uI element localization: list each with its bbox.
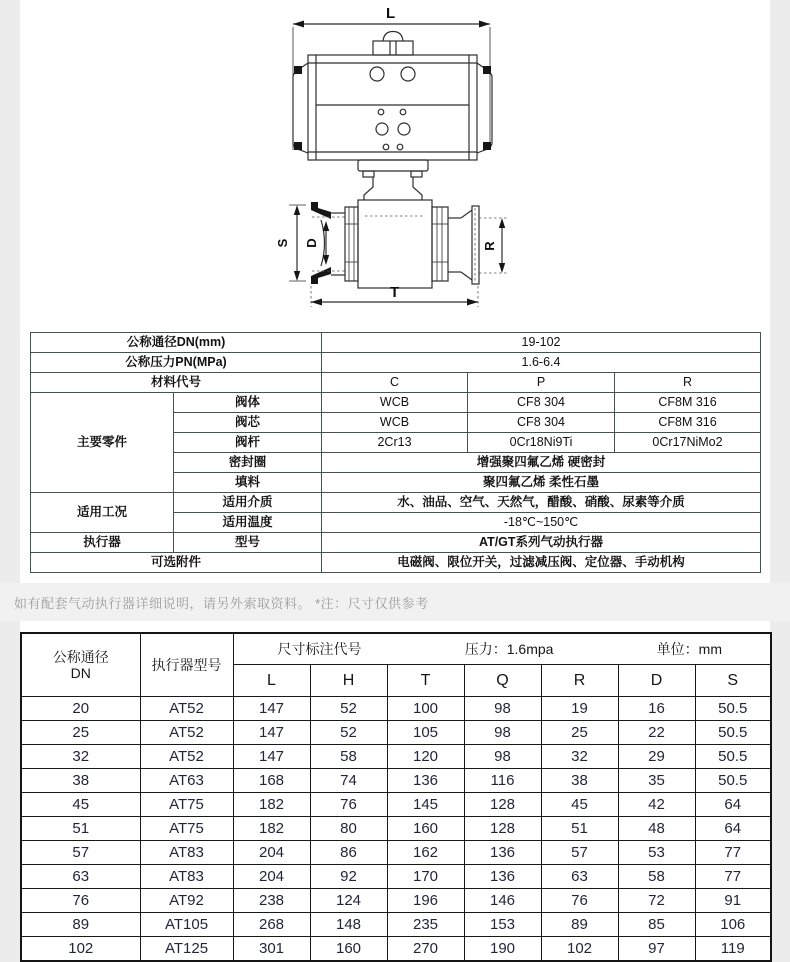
table-cell: 48 [618,817,695,841]
spec-value: P [468,373,615,393]
table-cell: 57 [541,841,618,865]
spec-label: 材料代号 [31,373,322,393]
actuator-air-block [373,32,413,56]
table-cell: 136 [387,769,464,793]
spec-value: 19-102 [322,333,761,353]
spec-value: 1.6-6.4 [322,353,761,373]
table-cell: 190 [464,937,541,962]
dim-table-body [21,697,771,962]
table-cell: 147 [233,697,310,721]
table-row [21,793,771,817]
table-cell: 204 [233,865,310,889]
table-cell: 19 [541,697,618,721]
table-row [21,913,771,937]
table-cell: 50.5 [695,769,771,793]
table-cell: 170 [387,865,464,889]
table-cell: 204 [233,841,310,865]
table-cell: 32 [541,745,618,769]
table-row [31,353,761,373]
table-cell: 76 [541,889,618,913]
table-cell: 22 [618,721,695,745]
spec-value: WCB [322,393,468,413]
dim-column-header: R [541,665,618,697]
table-cell: 45 [21,793,140,817]
table-cell: 64 [695,817,771,841]
table-cell: 77 [695,865,771,889]
table-cell: AT83 [140,865,233,889]
table-cell: 89 [541,913,618,937]
page-margin-left [0,0,20,962]
table-cell: 105 [387,721,464,745]
dim-column-header: S [695,665,771,697]
table-row [31,373,761,393]
dimension-table [20,632,772,962]
table-row [21,865,771,889]
table-cell: AT92 [140,889,233,913]
table-cell: 58 [310,745,387,769]
dim-header-row [21,633,771,665]
table-cell: 120 [387,745,464,769]
dim-label-l: L [386,5,396,22]
table-cell: 80 [310,817,387,841]
dim-column-header: H [310,665,387,697]
dim-span-header [233,633,771,665]
spec-value: CF8M 316 [615,413,761,433]
table-row [21,889,771,913]
table-row [31,333,761,353]
spec-value: 0Cr18Ni9Ti [468,433,615,453]
table-cell: 58 [618,865,695,889]
table-cell: 270 [387,937,464,962]
table-row [31,533,761,553]
table-cell: 136 [464,865,541,889]
table-cell: 98 [464,697,541,721]
technical-drawing [250,0,550,330]
dim-label-s: S [275,238,290,248]
spec-value: CF8 304 [468,393,615,413]
table-cell: 162 [387,841,464,865]
table-row [21,937,771,962]
spec-value: AT/GT系列气动执行器 [322,533,761,553]
actuator-column-header: 执行器型号 [140,633,233,697]
table-cell: 238 [233,889,310,913]
spec-label: 公称通径DN(mm) [31,333,322,353]
table-cell: 146 [464,889,541,913]
table-cell: 92 [310,865,387,889]
table-cell: AT52 [140,745,233,769]
spec-value: 增强聚四氟乙烯 硬密封 [322,453,761,473]
spec-label: 阀体 [174,393,322,413]
table-row [21,697,771,721]
spec-label: 公称压力PN(MPa) [31,353,322,373]
table-cell: 51 [21,817,140,841]
table-cell: 235 [387,913,464,937]
dimension-t [311,284,478,307]
spec-value: CF8M 316 [615,393,761,413]
spec-value: 聚四氟乙烯 柔性石墨 [322,473,761,493]
table-cell: 42 [618,793,695,817]
table-row [31,553,761,573]
dim-column-header: L [233,665,310,697]
table-cell: 29 [618,745,695,769]
table-cell: 147 [233,745,310,769]
mounting-bracket [358,160,428,200]
table-cell: 51 [541,817,618,841]
spec-group-label: 适用工况 [31,493,174,533]
table-cell: AT75 [140,793,233,817]
table-cell: 168 [233,769,310,793]
spec-label: 适用介质 [174,493,322,513]
dim-label-d: D [304,238,319,248]
table-cell: 98 [464,721,541,745]
table-cell: AT125 [140,937,233,962]
spec-value: 电磁阀、限位开关，过滤减压阀、定位器、手动机构 [322,553,761,573]
spec-value: WCB [322,413,468,433]
table-cell: 97 [618,937,695,962]
table-cell: 63 [541,865,618,889]
clamp-ferrule-right [448,206,479,284]
table-cell: 52 [310,697,387,721]
dimension-r [479,218,507,273]
spec-label: 填料 [174,473,322,493]
spec-group-label: 主要零件 [31,393,174,493]
table-cell: 25 [21,721,140,745]
dim-column-header: D [618,665,695,697]
spec-value: CF8 304 [468,413,615,433]
table-cell: 91 [695,889,771,913]
table-cell: 25 [541,721,618,745]
spec-value: -18℃~150℃ [322,513,761,533]
table-cell: 301 [233,937,310,962]
spec-label: 阀芯 [174,413,322,433]
spec-value: 2Cr13 [322,433,468,453]
table-cell: 147 [233,721,310,745]
table-cell: 160 [310,937,387,962]
page-margin-right [770,0,790,962]
table-cell: AT52 [140,721,233,745]
table-cell: 148 [310,913,387,937]
actuator-body [308,55,477,160]
table-cell: 128 [464,793,541,817]
table-cell: 32 [21,745,140,769]
actuator-bracket-left [293,63,308,153]
table-cell: 116 [464,769,541,793]
table-cell: 38 [541,769,618,793]
table-cell: 50.5 [695,745,771,769]
spec-label: 适用温度 [174,513,322,533]
table-cell: 182 [233,793,310,817]
table-cell: 35 [618,769,695,793]
table-cell: AT83 [140,841,233,865]
dn-header-line1: 公称通径 [52,648,109,665]
table-cell: 182 [233,817,310,841]
dim-column-header: Q [464,665,541,697]
table-cell: 77 [695,841,771,865]
table-cell: 63 [21,865,140,889]
table-cell: AT75 [140,817,233,841]
spec-label: 阀杆 [174,433,322,453]
dimension-s [275,205,306,281]
span-header-code: 尺寸标注代号 [277,640,362,657]
dimension-d [304,221,329,265]
note-band [0,583,790,621]
span-header-unit: 单位：mm [656,640,722,657]
dim-label-r: R [482,241,497,251]
table-cell: 136 [464,841,541,865]
table-cell: 153 [464,913,541,937]
table-cell: 38 [21,769,140,793]
spec-group-label: 执行器 [31,533,174,553]
table-cell: 53 [618,841,695,865]
dim-column-header: T [387,665,464,697]
spec-label: 可选附件 [31,553,322,573]
dim-label-t: T [390,284,400,301]
dimension-l [293,5,490,150]
spec-table [30,332,761,573]
table-cell: 16 [618,697,695,721]
table-cell: 72 [618,889,695,913]
table-cell: 196 [387,889,464,913]
table-cell: 45 [541,793,618,817]
spec-value: C [322,373,468,393]
spec-value: 0Cr17NiMo2 [615,433,761,453]
table-cell: 20 [21,697,140,721]
table-cell: 100 [387,697,464,721]
table-cell: 160 [387,817,464,841]
table-cell: 86 [310,841,387,865]
table-cell: 85 [618,913,695,937]
table-cell: 106 [695,913,771,937]
table-cell: 64 [695,793,771,817]
spec-label: 型号 [174,533,322,553]
span-header-pressure: 压力：1.6mpa [464,640,554,657]
table-cell: 102 [541,937,618,962]
table-cell: 50.5 [695,721,771,745]
table-cell: 268 [233,913,310,937]
spec-value: 水、油品、空气、天然气，醋酸、硝酸、尿素等介质 [322,493,761,513]
table-cell: AT52 [140,697,233,721]
note-text: 如有配套气动执行器详细说明，请另外索取资料。 *注：尺寸仅供参考 [14,595,429,611]
table-cell: 128 [464,817,541,841]
table-row [21,769,771,793]
table-cell: 89 [21,913,140,937]
table-cell: 57 [21,841,140,865]
table-row [21,817,771,841]
table-cell: 74 [310,769,387,793]
table-cell: AT63 [140,769,233,793]
table-row [31,393,761,413]
table-cell: 52 [310,721,387,745]
table-cell: 98 [464,745,541,769]
table-cell: 124 [310,889,387,913]
table-cell: 50.5 [695,697,771,721]
table-cell: 76 [310,793,387,817]
table-row [31,493,761,513]
table-cell: 76 [21,889,140,913]
dn-header-line2: DN [70,665,91,681]
table-cell: 119 [695,937,771,962]
dn-column-header [21,633,140,697]
table-row [21,841,771,865]
table-row [21,721,771,745]
table-cell: 102 [21,937,140,962]
table-row [21,745,771,769]
spec-label: 密封圈 [174,453,322,473]
table-cell: 145 [387,793,464,817]
valve-body [345,200,448,288]
spec-value: R [615,373,761,393]
table-cell: AT105 [140,913,233,937]
